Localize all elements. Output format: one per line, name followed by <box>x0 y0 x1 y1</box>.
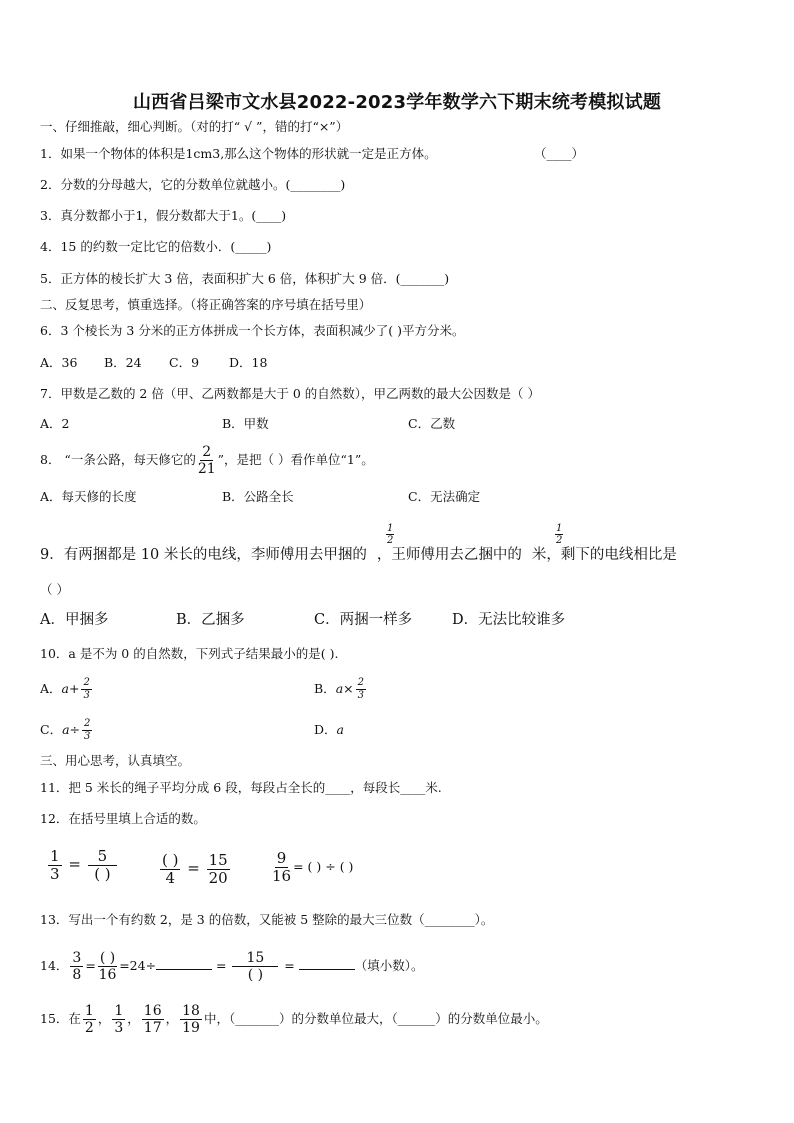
fraction-2-21: $\frac{2}{21}$ <box>197 444 216 477</box>
q8-option-b[interactable]: B．公路全长 <box>222 489 294 504</box>
page-title: 山西省吕梁市文水县2022-2023学年数学六下期末统考模拟试题 <box>132 92 662 113</box>
q9-option-d[interactable]: D．无法比较谁多 <box>452 612 566 628</box>
q6-option-c[interactable]: C．9 <box>169 355 200 370</box>
fraction-2-3: $\frac{2}{3}$ <box>83 677 90 701</box>
question-14: 14． $\frac{3}{8}$ = ( ) 16 =24÷ = 15 ( ) = （填小数）。 <box>40 950 424 983</box>
q7-option-c[interactable]: C．乙数 <box>408 416 456 431</box>
q6-option-a[interactable]: A．36 <box>40 355 78 370</box>
q12-equation-3: $\frac{9}{16}$ = ( ) ÷ ( ) <box>272 848 354 885</box>
q10-option-a[interactable]: A．a+ $\frac{2}{3}$ <box>40 677 90 701</box>
q9-option-a[interactable]: A．甲捆多 <box>40 612 109 628</box>
q9-fraction-1-2-b: 1 2 <box>556 523 563 546</box>
q7-option-b[interactable]: B．甲数 <box>222 416 269 431</box>
q7-option-a[interactable]: A．2 <box>40 416 70 431</box>
question-2: 2．分数的分母越大，它的分数单位就越小。(________) <box>40 177 346 192</box>
question-8: 8． “一条公路，每天修它的 $\frac{2}{21}$ ”，是把（ ）看作单位“1”。 <box>40 444 374 477</box>
question-7: 7．甲数是乙数的 2 倍（甲、乙两数都是大于 0 的自然数），甲乙两数的最大公因数是（ ） <box>40 386 540 401</box>
q10-option-d[interactable]: D．a <box>314 722 344 737</box>
fraction-2-3: $\frac{2}{3}$ <box>357 677 364 701</box>
question-1: 1．如果一个物体的体积是1cm3,那么这个物体的形状就一定是正方体。 <box>40 146 437 161</box>
question-1-blank[interactable]: （____） <box>534 146 585 161</box>
q14-blank-2[interactable] <box>299 957 355 970</box>
q9-fraction-1-2-a: 1 2 <box>387 523 394 546</box>
q9-option-c[interactable]: C．两捆一样多 <box>314 612 413 628</box>
question-10: 10．a 是不为 0 的自然数，下列式子结果最小的是( ). <box>40 646 339 661</box>
section-2-heading: 二、反复思考，慎重选择。（将正确答案的序号填在括号里） <box>40 297 372 312</box>
fraction-2-3: $\frac{2}{3}$ <box>84 718 91 742</box>
question-6: 6．3 个棱长为 3 分米的正方体拼成一个长方体，表面积减少了( )平方分米。 <box>40 323 465 338</box>
q6-option-b[interactable]: B．24 <box>104 355 142 370</box>
question-9: 9．有两捆都是 10 米长的电线，李师傅用去甲捆的 ，王师傅用去乙捆中的 米，剩下的电线相比是 <box>40 547 677 563</box>
question-4: 4．15 的约数一定比它的倍数小．(_____) <box>40 239 272 254</box>
question-12: 12．在括号里填上合适的数。 <box>40 811 206 826</box>
question-3: 3．真分数都小于1，假分数都大于1。(____) <box>40 208 287 223</box>
q8-option-a[interactable]: A．每天修的长度 <box>40 489 137 504</box>
question-11: 11．把 5 米长的绳子平均分成 6 段，每段占全长的____，每段长____米. <box>40 780 442 795</box>
q6-option-d[interactable]: D．18 <box>229 355 268 370</box>
question-5: 5．正方体的棱长扩大 3 倍，表面积扩大 6 倍，体积扩大 9 倍．(_______) <box>40 271 450 286</box>
question-15: 15．在 $\frac{1}{2}$ ， $\frac{1}{3}$ ， $\frac{16}{17}$ ， $\frac{18}{19}$ 中，（_______）的分数单位最大，（______）的分数单位最小。 <box>40 1003 548 1036</box>
section-3-heading: 三、用心思考，认真填空。 <box>40 753 191 768</box>
q8-option-c[interactable]: C．无法确定 <box>408 489 481 504</box>
q12-equation-1: $\frac{1}{3}$ = 5 ( ) <box>46 842 119 886</box>
question-13: 13．写出一个有约数 2，是 3 的倍数，又能被 5 整除的最大三位数（________）。 <box>40 912 494 927</box>
section-1-heading: 一、仔细推敲，细心判断。（对的打“ √ ”，错的打“×”） <box>40 119 349 134</box>
q10-option-c[interactable]: C．a÷ $\frac{2}{3}$ <box>40 718 91 742</box>
q14-blank-1[interactable] <box>156 957 212 970</box>
q9-option-b[interactable]: B．乙捆多 <box>176 612 245 628</box>
q12-equation-2: ( ) 4 = $\frac{15}{20}$ <box>162 850 228 887</box>
q10-option-b[interactable]: B．a× $\frac{2}{3}$ <box>314 677 364 701</box>
question-9-answer-paren[interactable]: （ ） <box>40 582 69 597</box>
